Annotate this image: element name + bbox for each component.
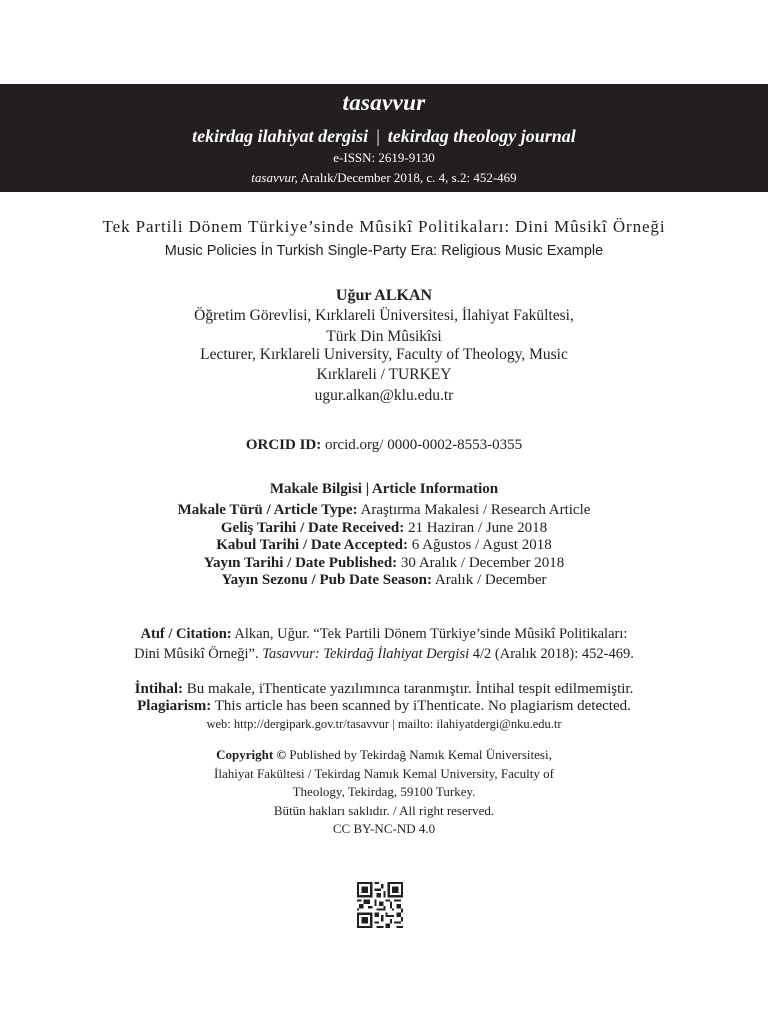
intihal-line (0, 681, 768, 698)
license-line: CC BY-NC-ND 4.0 (332, 821, 436, 836)
info-label: Kabul Tarihi / Date Accepted: (216, 537, 408, 553)
citation-text: 4/2 (Aralık 2018): 452-469. (469, 646, 634, 662)
intihal-label: İntihal: (134, 681, 184, 697)
plagiarism-text: This article has been scanned by iThenticate. No plagiarism detected. (211, 698, 631, 714)
orcid-link[interactable]: orcid.org/ 0000-0002-8553-0355 (321, 437, 523, 453)
journal-issn: e-ISSN: 2619-9130 (333, 150, 435, 165)
subtitle-separator: | (376, 126, 380, 146)
plagiarism-line (0, 698, 768, 715)
citation-journal: Tasavvur: Tekirdağ İlahiyat Dergisi (262, 646, 470, 662)
copyright-label: Copyright © (216, 747, 287, 762)
article-info-row (0, 572, 768, 590)
journal-name: tasavvur (342, 90, 426, 115)
article-info-row (0, 502, 768, 520)
copyright-line-4: Bütün hakları saklıdır. / All right reserved. (273, 803, 495, 818)
intihal-text: Bu makale, iThenticate yazılımınca taranmıştır. İntihal tespit edilmemiştir. (183, 681, 634, 697)
orcid-label: ORCID ID: (245, 437, 322, 453)
article-info-heading: Makale Bilgisi | Article Information (269, 481, 499, 497)
author-affiliation-line: Kırklareli / TURKEY (316, 366, 452, 383)
citation-text: Dini Mûsikî Örneği”. (134, 646, 263, 662)
copyright-line-3: Theology, Tekirdag, 59100 Turkey. (292, 784, 476, 799)
citation-text: Alkan, Uğur. “Tek Partili Dönem Türkiye’sinde Mûsikî Politikaları: (231, 626, 628, 642)
info-value: 21 Haziran / June 2018 (404, 520, 548, 536)
journal-header-banner (0, 84, 768, 192)
journal-issue (0, 170, 768, 186)
issue-details: Aralık/December 2018, c. 4, s.2: 452-469 (297, 170, 517, 185)
copyright-line-1 (0, 746, 768, 765)
author-affiliation-line: Lecturer, Kırklareli University, Faculty of Theology, Music (200, 346, 568, 363)
plagiarism-label: Plagiarism: (137, 698, 212, 714)
copyright-text: Published by Tekirdağ Namık Kemal Üniversitesi, (286, 747, 552, 762)
journal-subtitle-tr: tekirdag ilahiyat dergisi (192, 126, 369, 146)
info-value: Araştırma Makalesi / Research Article (357, 502, 591, 518)
info-label: Makale Türü / Article Type: (177, 502, 358, 518)
info-value: 30 Aralık / December 2018 (397, 555, 565, 571)
author-email-link[interactable]: ugur.alkan@klu.edu.tr (314, 387, 454, 404)
author-affiliation-line: Öğretim Görevlisi, Kırklareli Üniversitesi, İlahiyat Fakültesi, (194, 307, 574, 324)
journal-subtitle (0, 126, 768, 147)
info-value: Aralık / December (431, 572, 547, 588)
info-value: 6 Ağustos / Agust 2018 (407, 537, 552, 553)
citation-label: Atıf / Citation: (140, 626, 232, 642)
qr-code-icon[interactable] (357, 882, 403, 928)
author-name: Uğur ALKAN (335, 287, 433, 304)
issue-journal-name: tasavvur, (251, 170, 298, 185)
web-mail-links[interactable]: web: http://dergipark.gov.tr/tasavvur | mailto: ilahiyatdergi@nku.edu.tr (206, 717, 562, 731)
article-info-row (0, 537, 768, 555)
citation-line-1 (0, 624, 768, 645)
article-title-tr: Tek Partili Dönem Türkiye’sinde Mûsikî Politikaları: Dini Mûsikî Örneği (102, 217, 666, 236)
article-info-row (0, 520, 768, 538)
copyright-line-2: İlahiyat Fakültesi / Tekirdag Namık Kemal University, Faculty of (214, 766, 554, 781)
info-label: Geliş Tarihi / Date Received: (220, 520, 405, 536)
article-title-en: Music Policies İn Turkish Single-Party Era: Religious Music Example (164, 243, 604, 259)
orcid-line (0, 437, 768, 454)
info-label: Yayın Sezonu / Pub Date Season: (221, 572, 432, 588)
article-info-row (0, 555, 768, 573)
citation-line-2 (0, 644, 768, 665)
info-label: Yayın Tarihi / Date Published: (203, 555, 398, 571)
author-affiliation-line: Türk Din Mûsikîsi (326, 328, 442, 345)
journal-subtitle-en: tekirdag theology journal (387, 126, 576, 146)
